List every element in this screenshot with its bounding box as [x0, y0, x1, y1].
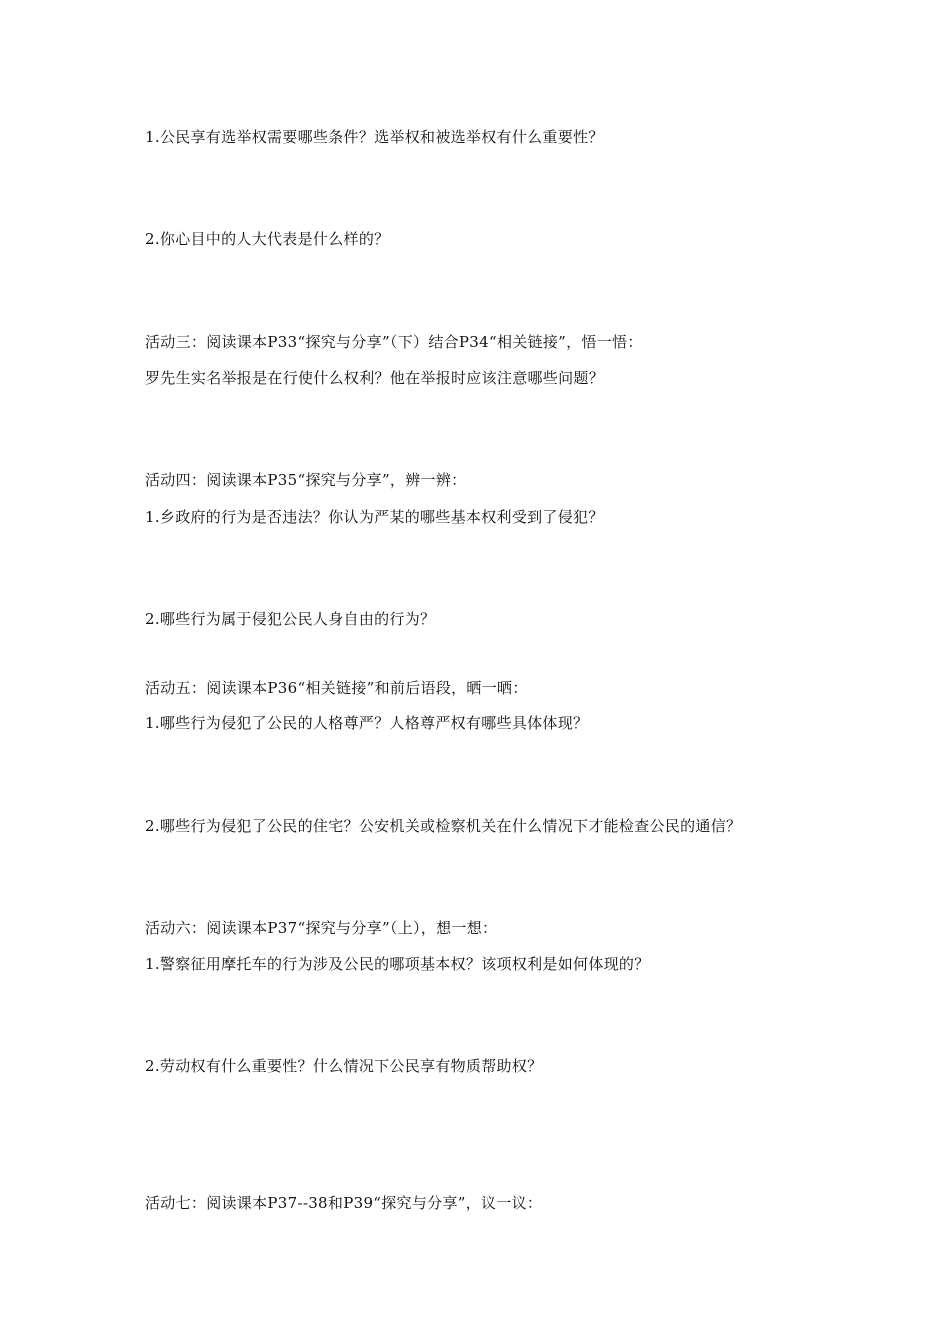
question-line: 1.乡政府的行为是否违法？你认为严某的哪些基本权利受到了侵犯？ — [145, 508, 604, 526]
question-line: 2.劳动权有什么重要性？什么情况下公民享有物质帮助权？ — [145, 1057, 543, 1075]
activity-heading: 活动三：阅读课本P33“探究与分享”（下）结合P34“相关链接”，悟一悟： — [145, 333, 643, 351]
activity-heading: 活动七：阅读课本P37--38和P39“探究与分享”，议一议： — [145, 1194, 543, 1212]
question-line: 1.公民享有选举权需要哪些条件？选举权和被选举权有什么重要性？ — [145, 128, 604, 146]
activity-heading: 活动五：阅读课本P36“相关链接”和前后语段，晒一晒： — [145, 679, 528, 697]
question-line: 罗先生实名举报是在行使什么权利？他在举报时应该注意哪些问题？ — [145, 369, 605, 387]
question-line: 1.警察征用摩托车的行为涉及公民的哪项基本权？该项权利是如何体现的？ — [145, 955, 650, 973]
activity-heading: 活动六：阅读课本P37“探究与分享”（上），想一想： — [145, 919, 498, 937]
question-line: 2.哪些行为侵犯了公民的住宅？公安机关或检察机关在什么情况下才能检查公民的通信？ — [145, 817, 742, 835]
question-line: 2.哪些行为属于侵犯公民人身自由的行为？ — [145, 610, 436, 628]
question-line: 2.你心目中的人大代表是什么样的？ — [145, 230, 390, 248]
activity-heading: 活动四：阅读课本P35“探究与分享”，辨一辨： — [145, 471, 467, 489]
question-line: 1.哪些行为侵犯了公民的人格尊严？人格尊严权有哪些具体体现？ — [145, 714, 589, 732]
